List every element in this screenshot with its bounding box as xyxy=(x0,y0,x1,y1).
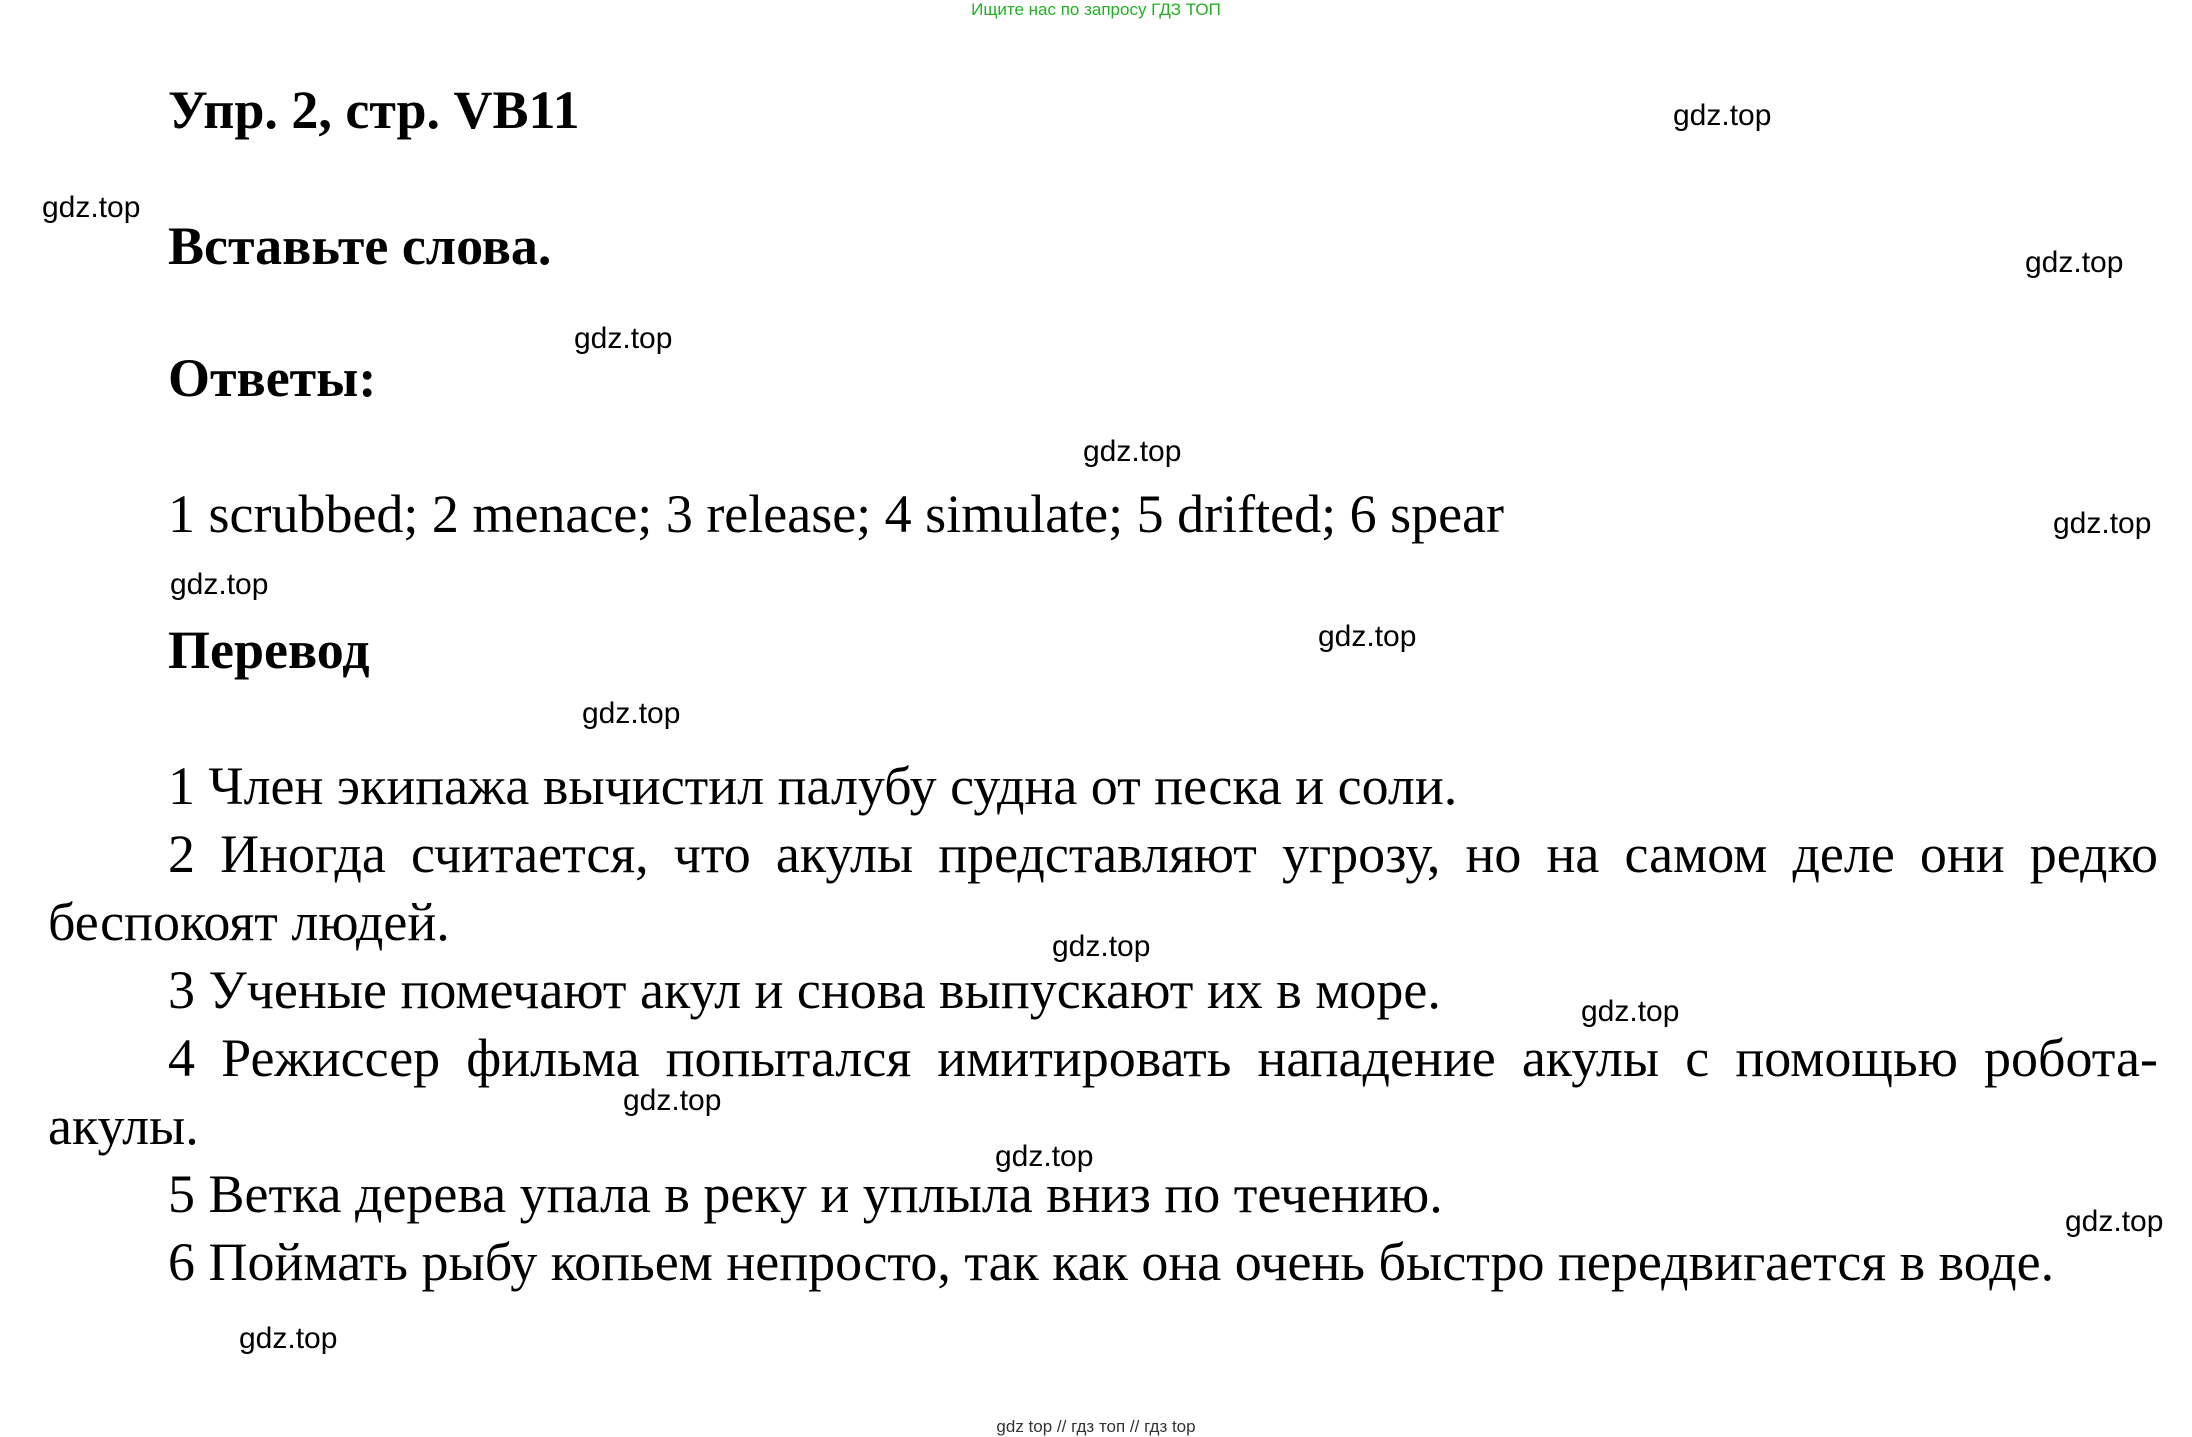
translation-line-3: 3 Ученые помечают акул и снова выпускают их в море. xyxy=(168,960,1441,1020)
watermark: gdz.top xyxy=(170,568,269,601)
translation-line-5: 5 Ветка дерева упала в реку и уплыла вниз по течению. xyxy=(168,1164,1443,1224)
translation-heading: Перевод xyxy=(168,620,370,680)
translation-line-2: 2 Иногда считается, что акулы представляют угрозу, но на самом деле они редко беспокоят людей. xyxy=(48,824,2158,952)
exercise-title: Упр. 2, стр. VB11 xyxy=(168,80,580,140)
watermark: gdz.top xyxy=(2025,246,2124,279)
watermark: gdz.top xyxy=(239,1322,338,1355)
task-instruction: Вставьте слова. xyxy=(168,216,552,276)
translation-body xyxy=(48,752,2158,1296)
answers-heading: Ответы: xyxy=(168,348,377,408)
watermark: gdz.top xyxy=(1052,930,1151,963)
watermark: gdz.top xyxy=(623,1084,722,1117)
bottom-note: gdz top // гдз топ // гдз top xyxy=(996,1417,1196,1436)
watermark: gdz.top xyxy=(42,191,141,224)
watermark: gdz.top xyxy=(1581,995,1680,1028)
translation-line-4: 4 Режиссер фильма попытался имитировать нападение акулы с помощью робота-акулы. xyxy=(48,1028,2158,1156)
watermark: gdz.top xyxy=(582,697,681,730)
answers-text: 1 scrubbed; 2 menace; 3 release; 4 simulate; 5 drifted; 6 spear xyxy=(168,484,1505,544)
watermark: gdz.top xyxy=(1083,435,1182,468)
translation-line-6: 6 Поймать рыбу копьем непросто, так как она очень быстро передвигается в воде. xyxy=(168,1232,2055,1292)
watermark: gdz.top xyxy=(1673,99,1772,132)
watermark: gdz.top xyxy=(2065,1205,2164,1238)
watermark: gdz.top xyxy=(995,1140,1094,1173)
watermark: gdz.top xyxy=(574,322,673,355)
translation-line-1: 1 Член экипажа вычистил палубу судна от песка и соли. xyxy=(168,756,1458,816)
top-search-note: Ищите нас по запросу ГДЗ ТОП xyxy=(971,0,1221,19)
watermark: gdz.top xyxy=(1318,620,1417,653)
watermark: gdz.top xyxy=(2053,507,2152,540)
